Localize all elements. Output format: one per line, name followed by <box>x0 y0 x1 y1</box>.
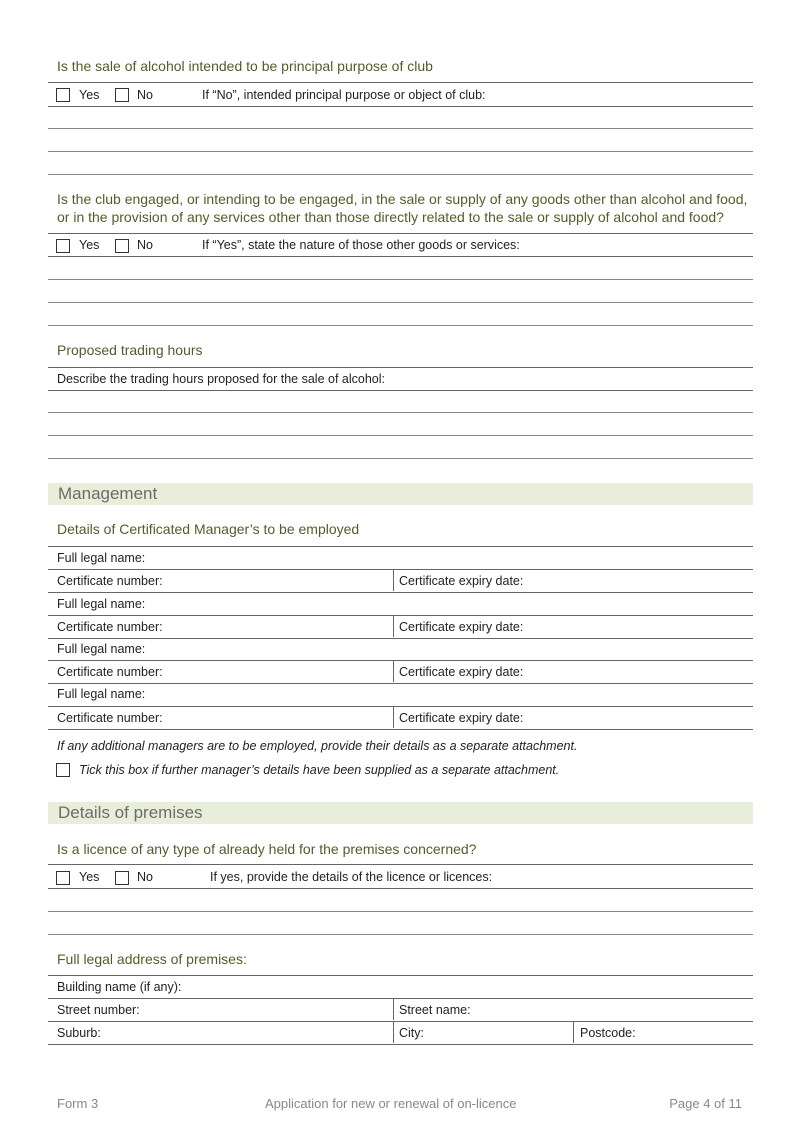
divider <box>48 1044 753 1045</box>
divider <box>48 998 753 999</box>
additional-managers-note: If any additional managers are to be employed, provide their details as a separate attachment. <box>57 739 578 753</box>
manager1-cert-expiry-label: Certificate expiry date: <box>399 574 524 588</box>
manager3-cert-expiry-label: Certificate expiry date: <box>399 665 524 679</box>
licence-answer-line[interactable] <box>48 934 753 935</box>
manager1-full-name-label: Full legal name: <box>57 551 146 565</box>
divider <box>393 569 394 591</box>
manager2-cert-number-label: Certificate number: <box>57 620 163 634</box>
divider <box>48 106 753 107</box>
divider <box>48 546 753 547</box>
divider <box>48 615 753 616</box>
q1-no-checkbox[interactable] <box>115 88 129 102</box>
divider <box>48 706 753 707</box>
q2-title-line1: Is the club engaged, or intending to be engaged, in the sale or supply of any goods other than alcohol and food, <box>57 191 748 207</box>
further-managers-label: Tick this box if further manager’s details have been supplied as a separate attachment. <box>79 763 560 777</box>
divider <box>48 638 753 639</box>
q2-no-label: No <box>137 238 153 252</box>
management-section-title: Management <box>58 484 158 503</box>
q2-yes-checkbox[interactable] <box>56 239 70 253</box>
divider <box>48 888 753 889</box>
divider <box>48 592 753 593</box>
q1-answer-line[interactable] <box>48 128 753 129</box>
q1-answer-line[interactable] <box>48 151 753 152</box>
postcode-label: Postcode: <box>580 1026 636 1040</box>
divider <box>48 367 753 368</box>
licence-yes-checkbox[interactable] <box>56 871 70 885</box>
divider <box>393 998 394 1020</box>
divider <box>393 660 394 682</box>
hours-answer-line[interactable] <box>48 435 753 436</box>
street-name-label: Street name: <box>399 1003 471 1017</box>
divider <box>48 729 753 730</box>
q1-answer-line[interactable] <box>48 174 753 175</box>
divider <box>48 256 753 257</box>
divider <box>48 975 753 976</box>
suburb-label: Suburb: <box>57 1026 101 1040</box>
q1-prompt: If “No”, intended principal purpose or object of club: <box>202 88 486 102</box>
premises-section-title: Details of premises <box>58 803 203 822</box>
divider <box>48 82 753 83</box>
manager4-cert-expiry-label: Certificate expiry date: <box>399 711 524 725</box>
divider <box>48 233 753 234</box>
divider <box>48 569 753 570</box>
q1-no-label: No <box>137 88 153 102</box>
divider <box>48 660 753 661</box>
hours-prompt: Describe the trading hours proposed for the sale of alcohol: <box>57 372 385 386</box>
building-name-label: Building name (if any): <box>57 980 182 994</box>
licence-no-label: No <box>137 870 153 884</box>
q1-yes-label: Yes <box>79 88 100 102</box>
premises-section-header <box>48 802 753 824</box>
manager4-full-name-label: Full legal name: <box>57 687 146 701</box>
manager4-cert-number-label: Certificate number: <box>57 711 163 725</box>
licence-answer-line[interactable] <box>48 911 753 912</box>
hours-title: Proposed trading hours <box>57 342 203 358</box>
q2-no-checkbox[interactable] <box>115 239 129 253</box>
divider <box>573 1021 574 1043</box>
further-managers-checkbox[interactable] <box>56 763 70 777</box>
footer-form: Form 3 <box>57 1096 99 1111</box>
licence-prompt: If yes, provide the details of the licence or licences: <box>210 870 493 884</box>
q2-answer-line[interactable] <box>48 325 753 326</box>
manager2-full-name-label: Full legal name: <box>57 597 146 611</box>
footer-page: Page 4 of 11 <box>669 1096 742 1111</box>
q2-title-line2: or in the provision of any services other than those directly related to the sale or supply of alcohol and food? <box>57 209 724 225</box>
q1-yes-checkbox[interactable] <box>56 88 70 102</box>
address-title: Full legal address of premises: <box>57 951 247 967</box>
hours-answer-line[interactable] <box>48 412 753 413</box>
q2-answer-line[interactable] <box>48 279 753 280</box>
q2-prompt: If “Yes”, state the nature of those other goods or services: <box>202 238 520 252</box>
divider <box>48 683 753 684</box>
divider <box>393 706 394 728</box>
q2-yes-label: Yes <box>79 238 100 252</box>
q2-answer-line[interactable] <box>48 302 753 303</box>
city-label: City: <box>399 1026 424 1040</box>
manager3-cert-number-label: Certificate number: <box>57 665 163 679</box>
licence-no-checkbox[interactable] <box>115 871 129 885</box>
licence-yes-label: Yes <box>79 870 100 884</box>
management-subtitle: Details of Certificated Manager’s to be employed <box>57 521 360 537</box>
divider <box>393 1021 394 1043</box>
manager3-full-name-label: Full legal name: <box>57 642 146 656</box>
q1-title: Is the sale of alcohol intended to be principal purpose of club <box>57 58 433 74</box>
premises-licence-question: Is a licence of any type of already held for the premises concerned? <box>57 841 477 857</box>
hours-answer-line[interactable] <box>48 458 753 459</box>
footer-title: Application for new or renewal of on-licence <box>265 1096 517 1111</box>
divider <box>393 615 394 637</box>
management-section-header <box>48 483 753 505</box>
manager1-cert-number-label: Certificate number: <box>57 574 163 588</box>
manager2-cert-expiry-label: Certificate expiry date: <box>399 620 524 634</box>
divider <box>48 1021 753 1022</box>
street-number-label: Street number: <box>57 1003 140 1017</box>
divider <box>48 390 753 391</box>
divider <box>48 864 753 865</box>
